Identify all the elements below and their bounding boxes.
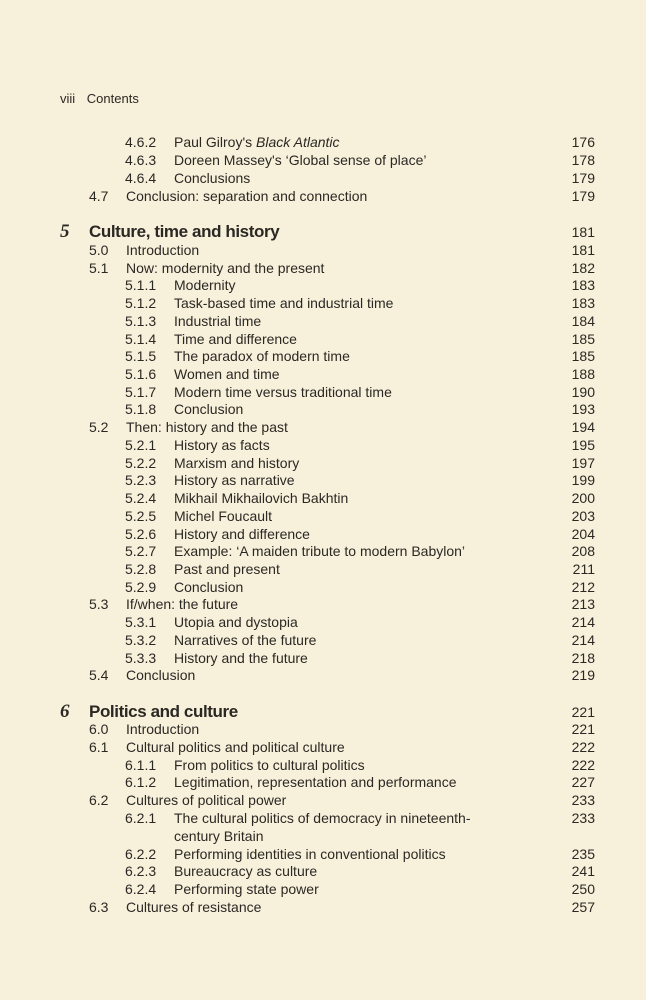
entry-title: History and the future — [174, 650, 308, 666]
entry-number: 5.0 — [89, 242, 109, 258]
entry-number: 6.0 — [89, 721, 109, 737]
entry-number: 5.2.4 — [125, 490, 157, 506]
entry-page: 185 — [571, 331, 595, 347]
toc-entry — [0, 347, 646, 365]
entry-title: Introduction — [126, 721, 200, 737]
header-label: Contents — [86, 91, 139, 106]
entry-page: 184 — [571, 313, 595, 329]
entry-page: 214 — [571, 614, 595, 630]
entry-title: Legitimation, representation and performance — [174, 774, 457, 790]
entry-title: Time and difference — [174, 331, 297, 347]
entry-page: 176 — [571, 134, 595, 150]
entry-page: 222 — [571, 757, 595, 773]
toc-entry — [0, 595, 646, 613]
entry-page: 221 — [571, 721, 595, 737]
entry-number: 5.1.4 — [125, 331, 157, 347]
entry-title: Doreen Massey's ‘Global sense of place’ — [174, 152, 427, 168]
entry-page: 183 — [571, 295, 595, 311]
toc-entry — [0, 471, 646, 489]
entry-title: Past and present — [174, 561, 280, 577]
entry-page: 178 — [571, 152, 595, 168]
entry-page: 241 — [571, 863, 595, 879]
entry-title: Politics and culture — [89, 702, 238, 721]
toc-entry — [0, 578, 646, 596]
entry-number: 6.2.4 — [125, 881, 157, 897]
entry-number: 6.1 — [89, 739, 109, 755]
entry-title: History as facts — [174, 437, 270, 453]
entry-number: 5.1 — [89, 260, 109, 276]
toc-entry — [0, 809, 646, 827]
entry-number: 6.1.2 — [125, 774, 157, 790]
toc-entry — [0, 330, 646, 348]
entry-number: 5.2.2 — [125, 455, 157, 471]
entry-number: 5 — [60, 221, 70, 242]
entry-page: 219 — [571, 667, 595, 683]
entry-title: History and difference — [174, 526, 310, 542]
entry-title: Women and time — [174, 366, 280, 382]
entry-page: 213 — [571, 596, 595, 612]
entry-title: Modernity — [174, 277, 236, 293]
entry-page: 204 — [571, 526, 595, 542]
entry-number: 5.2.5 — [125, 508, 157, 524]
toc-entry — [0, 133, 646, 151]
entry-page: 199 — [571, 472, 595, 488]
toc-entry — [0, 241, 646, 259]
entry-number: 6 — [60, 701, 70, 722]
toc-entry — [0, 738, 646, 756]
entry-page: 179 — [571, 170, 595, 186]
entry-title: Modern time versus traditional time — [174, 384, 392, 400]
toc-entry — [0, 418, 646, 436]
entry-page: 211 — [572, 561, 595, 577]
toc-entry — [0, 187, 646, 205]
entry-page: 214 — [571, 632, 595, 648]
entry-page: 218 — [571, 650, 595, 666]
entry-title: Performing identities in conventional politics — [174, 846, 446, 862]
entry-title: Example: ‘A maiden tribute to modern Babylon’ — [174, 543, 466, 559]
toc-entry — [0, 880, 646, 898]
entry-page: 188 — [571, 366, 595, 382]
entry-title: Conclusion — [174, 401, 244, 417]
entry-page: 194 — [571, 419, 595, 435]
entry-number: 5.4 — [89, 667, 109, 683]
toc-entry — [0, 312, 646, 330]
toc-entry — [0, 791, 646, 809]
entry-number: 5.2.6 — [125, 526, 157, 542]
entry-title: Conclusion: separation and connection — [126, 188, 368, 204]
entry-title: If/when: the future — [126, 596, 239, 612]
entry-page: 221 — [571, 704, 595, 720]
entry-title: The paradox of modern time — [174, 348, 350, 364]
entry-number: 4.7 — [89, 188, 109, 204]
entry-title: Conclusion — [126, 667, 196, 683]
entry-number: 5.2.9 — [125, 579, 157, 595]
entry-title: Bureaucracy as culture — [174, 863, 318, 879]
entry-page: 233 — [571, 810, 595, 826]
entry-number: 5.2.3 — [125, 472, 157, 488]
entry-page: 257 — [571, 899, 595, 915]
entry-title: Cultural politics and political culture — [126, 739, 345, 755]
entry-title: Conclusion — [174, 579, 244, 595]
toc-entry — [0, 276, 646, 294]
entry-page: 208 — [571, 543, 595, 559]
entry-number: 5.1.6 — [125, 366, 157, 382]
toc-entry — [0, 383, 646, 401]
toc-entry — [0, 400, 646, 418]
entry-page: 250 — [571, 881, 595, 897]
entry-number: 5.1.8 — [125, 401, 157, 417]
entry-page: 193 — [571, 401, 595, 417]
entry-number: 6.2 — [89, 792, 109, 808]
entry-page: 195 — [571, 437, 595, 453]
entry-title: Narratives of the future — [174, 632, 317, 648]
toc-entry — [0, 454, 646, 472]
entry-number: 5.1.2 — [125, 295, 157, 311]
entry-page: 200 — [571, 490, 595, 506]
entry-number: 5.2 — [89, 419, 109, 435]
entry-title: Cultures of resistance — [126, 899, 262, 915]
entry-number: 5.1.1 — [125, 277, 157, 293]
entry-title: Task-based time and industrial time — [174, 295, 394, 311]
entry-page: 181 — [571, 242, 595, 258]
entry-number: 5.2.1 — [125, 437, 157, 453]
entry-number: 4.6.4 — [125, 170, 157, 186]
entry-title: Utopia and dystopia — [174, 614, 298, 630]
toc-entry — [0, 560, 646, 578]
entry-number: 5.3.1 — [125, 614, 157, 630]
entry-title: Cultures of political power — [126, 792, 287, 808]
toc-entry — [0, 898, 646, 916]
toc-entry — [0, 365, 646, 383]
entry-number: 6.1.1 — [125, 757, 157, 773]
toc-entry — [0, 507, 646, 525]
entry-page: 181 — [571, 224, 595, 240]
toc-entry — [0, 613, 646, 631]
toc-entry — [0, 436, 646, 454]
page-number: viii — [60, 91, 76, 106]
toc-entry — [0, 542, 646, 560]
entry-page: 182 — [571, 260, 595, 276]
entry-page: 227 — [571, 774, 595, 790]
toc-entry — [0, 151, 646, 169]
entry-title: Michel Foucault — [174, 508, 273, 524]
entry-page: 203 — [571, 508, 595, 524]
toc-entry — [0, 862, 646, 880]
toc-entry — [0, 773, 646, 791]
entry-number: 6.3 — [89, 899, 109, 915]
entry-page: 233 — [571, 792, 595, 808]
toc-entry — [0, 489, 646, 507]
entry-title: Culture, time and history — [89, 222, 280, 241]
entry-number: 5.1.3 — [125, 313, 157, 329]
toc-entry — [0, 294, 646, 312]
entry-title: Introduction — [126, 242, 200, 258]
entry-title: History as narrative — [174, 472, 295, 488]
entry-title: Then: history and the past — [126, 419, 288, 435]
entry-number: 4.6.2 — [125, 134, 157, 150]
toc-entry — [0, 720, 646, 738]
entry-page: 190 — [571, 384, 595, 400]
toc-entry — [0, 666, 646, 684]
entry-page: 235 — [571, 846, 595, 862]
entry-number: 5.3 — [89, 596, 109, 612]
entry-title: Industrial time — [174, 313, 262, 329]
entry-page: 183 — [571, 277, 595, 293]
toc-entry — [0, 756, 646, 774]
entry-title-text: Paul Gilroy's — [174, 134, 257, 150]
chapter-heading — [0, 221, 646, 243]
entry-page: 179 — [571, 188, 595, 204]
entry-title: Conclusions — [174, 170, 251, 186]
entry-number: 6.2.1 — [125, 810, 157, 826]
toc-entry — [0, 649, 646, 667]
entry-number: 5.2.8 — [125, 561, 157, 577]
entry-title — [174, 133, 340, 151]
entry-title: Now: modernity and the present — [126, 260, 325, 276]
entry-number: 6.2.3 — [125, 863, 157, 879]
toc-entry — [0, 259, 646, 277]
entry-title-continuation: century Britain — [174, 828, 264, 844]
entry-number: 5.3.3 — [125, 650, 157, 666]
entry-number: 5.3.2 — [125, 632, 157, 648]
entry-number: 5.2.7 — [125, 543, 157, 559]
entry-title: From politics to cultural politics — [174, 757, 365, 773]
entry-page: 212 — [571, 579, 595, 595]
entry-title: Mikhail Mikhailovich Bakhtin — [174, 490, 349, 506]
toc-entry — [0, 845, 646, 863]
entry-page: 185 — [571, 348, 595, 364]
entry-number: 5.1.7 — [125, 384, 157, 400]
entry-number: 6.2.2 — [125, 846, 157, 862]
entry-number: 5.1.5 — [125, 348, 157, 364]
toc-entry — [0, 169, 646, 187]
toc-entry — [0, 525, 646, 543]
entry-number: 4.6.3 — [125, 152, 157, 168]
entry-page: 222 — [571, 739, 595, 755]
entry-title: Performing state power — [174, 881, 319, 897]
toc-entry — [0, 631, 646, 649]
entry-title: Marxism and history — [174, 455, 300, 471]
entry-title-italic: Black Atlantic — [256, 134, 340, 150]
entry-page: 197 — [571, 455, 595, 471]
entry-title: The cultural politics of democracy in nineteenth- — [174, 810, 471, 826]
